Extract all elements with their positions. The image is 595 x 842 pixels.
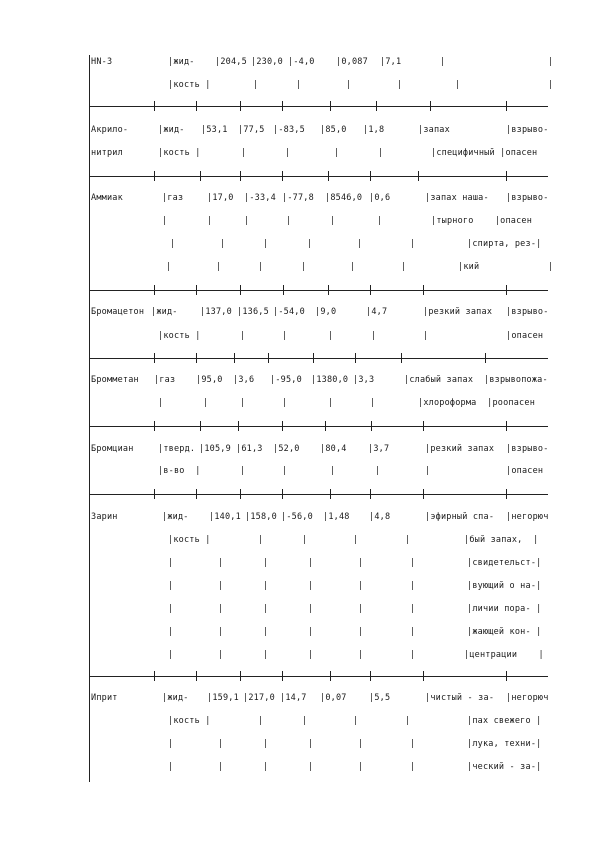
cell-extra: |центрации | (464, 650, 544, 660)
cell-c1: |159,1 (207, 693, 239, 703)
cell-hazard: |взрыво- (506, 125, 549, 135)
cell-name: Бромметан (91, 375, 139, 385)
cell-c4: |8546,0 (325, 193, 363, 203)
cell-name: Аммиак (91, 193, 123, 203)
cell-c4: |85,0 (320, 125, 347, 135)
cell-c2: |230,0 (251, 57, 283, 67)
cell-c5: |4,8 (369, 512, 391, 522)
cell-smell: |слабый запах (404, 375, 474, 385)
cell-hazard: |негорюч (506, 693, 549, 703)
cell-c2: |77,5 (238, 125, 265, 135)
cell-extra: |лука, техни-| (467, 739, 542, 749)
cell-c3: |-4,0 (288, 57, 315, 67)
cell-extra: |ческий - за-| (467, 762, 542, 772)
cell-name: Зарин (91, 512, 118, 522)
cell-state: |газ (162, 193, 184, 203)
cell-c2: |158,0 (245, 512, 277, 522)
cell-state2: |в-во | (158, 466, 201, 476)
cell-hazard2: |опасен (506, 466, 544, 476)
cell-state: |жид- (158, 125, 185, 135)
cell-smell2: |бый запах, | (464, 535, 539, 545)
cell-smell: |резкий запах (423, 307, 493, 317)
cell-smell2: |хлороформа |роопасен (418, 398, 536, 408)
cell-state: |жид- (151, 307, 178, 317)
cell-hazard: |негорюч (506, 512, 549, 522)
row-divider (89, 290, 548, 291)
cell-c4: |80,4 (320, 444, 347, 454)
row-divider (89, 358, 548, 359)
cell-state2: |кость | (158, 148, 201, 158)
cell-hazard: |взрывопожа- (484, 375, 548, 385)
cell-state2: |кость | (168, 535, 211, 545)
row-divider (89, 176, 548, 177)
row-divider (89, 494, 548, 495)
cell-c3: |14,7 (280, 693, 307, 703)
cell-smell: |эфирный спа- (425, 512, 495, 522)
cell-c1: |140,1 (209, 512, 241, 522)
cell-c3: |-77,8 (282, 193, 314, 203)
cell-name2: нитрил (91, 148, 123, 158)
cell-smell2: |пах свежего | (467, 716, 542, 726)
cell-extra: |личии пора- | (467, 604, 542, 614)
cell-extra: |вующий о на-| (467, 581, 542, 591)
cell-c3: |52,0 (273, 444, 300, 454)
document-page: HN-3 |жид- |204,5 |230,0 |-4,0 |0,087 |7,1 | | |кость | | | | | | | Акрило- |жид- |53,1 |77,5 |-83,5 |85,0 |1,8 |запах |взрыво- нитрил |кость | | | | | |специфичный |опасен Аммиак |газ |17,0 |-33,4 |-77,8 |8546,0 |0,6 |запах наша- |взрыво- | | | | | | |тырного |опасен | | | | | | |спирта, рез-| | | | | | | |кий | Бромацетон |жид- |137,0 |136,5 |-54,0 |9,0 |4,7 |резкий запах |взрыво- |кость | | | | | | |опасен Бромметан |газ |95,0 |3,6 |-95,0 |1380,0 |3,3 |слабый запах |взрывопожа- | | | | | | |хлороформа |роопасен Бромциан |тверд. |105,9 |61,3 |52,0 |80,4 |3,7 |резкий запах |взрыво- |в-во | | | | | | |опасен Зарин |жид- |140,1 |158,0 |-56,0 |1,48 |4,8 |эфирный спа- |негорюч |кость | | | | | |бый запах, | | | | | | | |свидетельст-| | | | | | | |вующий о на-| | | | | | | |личии пора- | | | | | | | |жающей кон- | | | | | | | |центрации | Иприт |жид- |159,1 |217,0 |14,7 |0,07 |5,5 |чистый - за- |негорюч |кость | | | | | |пах свежего | | | | | | | |лука, техни-| | | | | | | |ческий - за-| (0, 0, 595, 842)
cell-c4: |1,48 (323, 512, 350, 522)
cell-hazard: |взрыво- (506, 444, 549, 454)
cell-c5: |4,7 (366, 307, 388, 317)
cell-c1: |17,0 (207, 193, 234, 203)
cell-c2: |3,6 (233, 375, 255, 385)
cell-c1: |204,5 (215, 57, 247, 67)
cell-extra: |жающей кон- | (467, 627, 542, 637)
cell-smell: |чистый - за- (425, 693, 495, 703)
cell-c5: |7,1 (380, 57, 402, 67)
cell-hazard: |взрыво- (506, 307, 549, 317)
cell-extra: |свидетельст-| (467, 558, 542, 568)
cell-c4: |9,0 (315, 307, 337, 317)
cell-state: |жид- (162, 693, 189, 703)
cell-c2: |217,0 (243, 693, 275, 703)
cell-smell2: |тырного |опасен (431, 216, 533, 226)
cell-c1: |137,0 (200, 307, 232, 317)
cell-c5: |1,8 (363, 125, 385, 135)
cell-name: HN-3 (91, 57, 113, 67)
cell-state: |жид- (162, 512, 189, 522)
cell-c4: |1380,0 (311, 375, 349, 385)
cell-hazard: |взрыво- (506, 193, 549, 203)
cell-c1: |105,9 (199, 444, 231, 454)
cell-c2: |-33,4 (244, 193, 276, 203)
cell-c3: |-56,0 (281, 512, 313, 522)
left-border (89, 55, 90, 782)
cell-c2: |136,5 (237, 307, 269, 317)
cell-c1: |95,0 (196, 375, 223, 385)
cell-smell: |запах наша- (425, 193, 489, 203)
cell-c4: |0,087 (336, 57, 368, 67)
row-divider (89, 676, 548, 677)
cell-smell: |резкий запах (425, 444, 495, 454)
cell-c4: |0,07 (320, 693, 347, 703)
row-divider (89, 426, 548, 427)
cell-c5: |3,3 (353, 375, 375, 385)
cell-state: |газ (154, 375, 176, 385)
cell-c5: |5,5 (369, 693, 391, 703)
cell-state2: |кость | (168, 80, 211, 90)
cell-name: Бромацетон (91, 307, 145, 317)
cell-c5: |3,7 (368, 444, 390, 454)
cell-extra: |кий (458, 262, 480, 272)
cell-name: Иприт (91, 693, 118, 703)
cell-state2: |кость | (158, 331, 201, 341)
cell-c5: |0,6 (369, 193, 391, 203)
cell-c3: |-54,0 (273, 307, 305, 317)
row-divider (89, 106, 548, 107)
cell-c3: |-95,0 (270, 375, 302, 385)
cell-state2: |кость | (168, 716, 211, 726)
cell-c1: |53,1 (201, 125, 228, 135)
cell-state: |тверд. (158, 444, 196, 454)
cell-name: Акрило- (91, 125, 129, 135)
cell-name: Бромциан (91, 444, 134, 454)
cell-state: |жид- (168, 57, 195, 67)
cell-smell2: |специфичный |опасен (431, 148, 538, 158)
cell-hazard2: |опасен (506, 331, 544, 341)
cell-extra: |спирта, рез-| (467, 239, 542, 249)
cell-smell: |запах (418, 125, 450, 135)
cell-c3: |-83,5 (273, 125, 305, 135)
cell-c2: |61,3 (236, 444, 263, 454)
